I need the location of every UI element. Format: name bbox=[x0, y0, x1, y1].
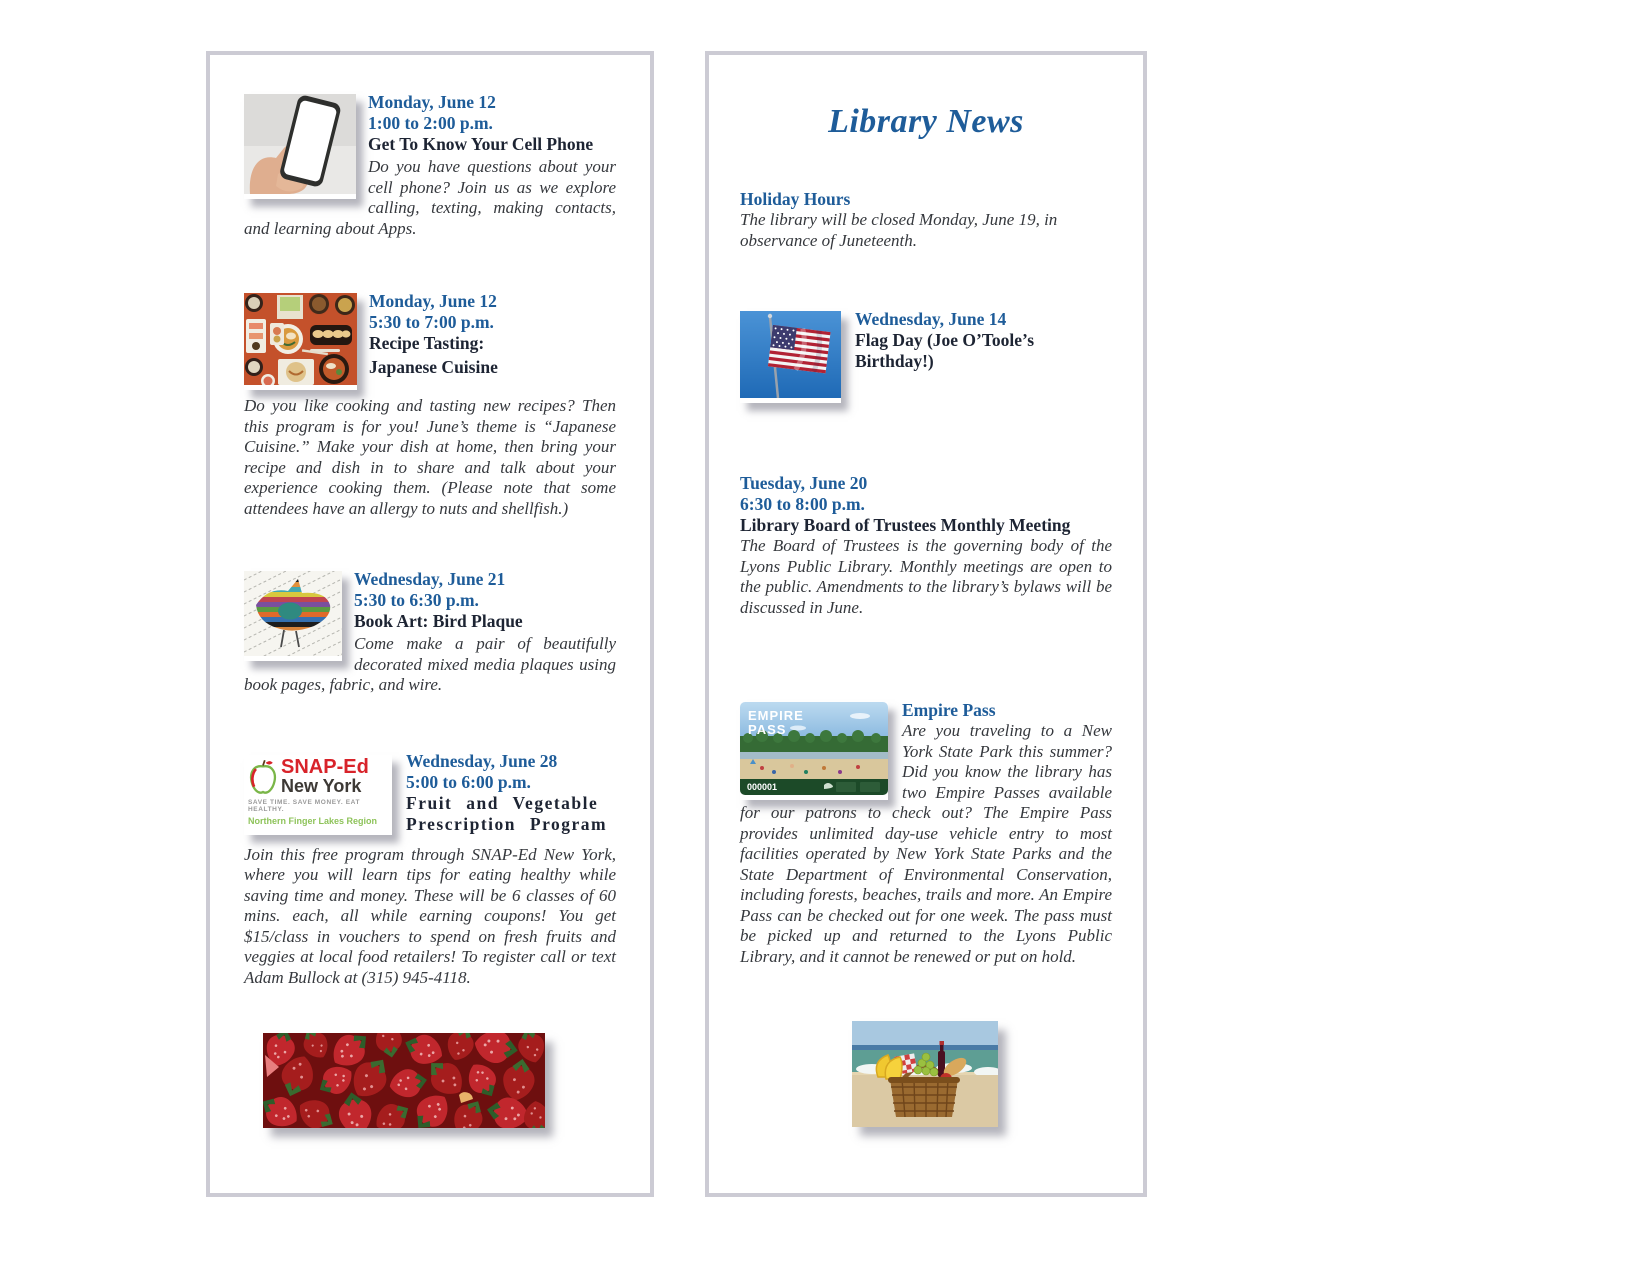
event-title: Get To Know Your Cell Phone bbox=[368, 134, 594, 154]
event-time: 5:30 to 6:30 p.m. bbox=[354, 590, 479, 610]
bird-plaque-image bbox=[244, 571, 342, 656]
event-title: Book Art: Bird Plaque bbox=[354, 611, 523, 631]
event-title: Fruit and Vegetable bbox=[406, 792, 599, 813]
event-date: Monday, June 12 bbox=[368, 92, 496, 112]
event-date: Tuesday, June 20 bbox=[740, 473, 868, 493]
snap-ed-logo bbox=[244, 755, 392, 835]
event-date: Wednesday, June 28 bbox=[406, 750, 558, 771]
empire-card-line2: PASS bbox=[748, 722, 787, 737]
cell-phone-photo bbox=[244, 94, 356, 199]
event-title-line2: Prescription Program bbox=[406, 813, 608, 834]
strawberries-image bbox=[263, 1033, 545, 1128]
section-body: The library will be closed Monday, June 19, in observance of Juneteenth. bbox=[740, 210, 1058, 250]
event-title: Flag Day (Joe O’Toole’s Birthday!) bbox=[855, 330, 1035, 371]
event-title: Recipe Tasting: bbox=[369, 333, 485, 353]
newsletter-right-page bbox=[705, 51, 1147, 1197]
empire-pass-card-photo bbox=[740, 702, 888, 800]
event-time: 1:00 to 2:00 p.m. bbox=[368, 113, 493, 133]
event-date: Wednesday, June 21 bbox=[354, 569, 506, 589]
event-description: Join this free program through SNAP-Ed New York, where you will learn tips for eating healthy while saving time and money. These will be 6 classes of 60 mins. each, all while earning coupons! You get $15/class in vouchers to spend on fresh fruits and veggies at local food retailers! To register call or text Adam Bullock at (315) 945-4118. bbox=[244, 844, 616, 987]
picnic-basket-photo bbox=[852, 1021, 998, 1127]
event-time: 6:30 to 8:00 p.m. bbox=[740, 494, 865, 514]
snap-logo-line1: SNAP-Ed bbox=[281, 756, 369, 778]
empire-card-line1: EMPIRE bbox=[748, 708, 804, 723]
snap-logo-region: Northern Finger Lakes Region bbox=[248, 815, 378, 826]
newsletter-left-page bbox=[206, 51, 654, 1197]
event-book-art bbox=[244, 569, 616, 696]
american-flag-image bbox=[740, 311, 841, 398]
snap-logo-tagline: SAVE TIME. SAVE MONEY. EAT HEALTHY. bbox=[248, 798, 361, 813]
event-description: Do you have questions about your cell phone? Join us as we explore calling, texting, making contacts, and learning about Apps. bbox=[244, 157, 616, 238]
page-title: Library News bbox=[828, 103, 1024, 140]
empire-pass-card-image bbox=[740, 702, 888, 795]
section-holiday-hours bbox=[740, 189, 1112, 251]
picnic-basket-image bbox=[852, 1021, 998, 1127]
event-date: Wednesday, June 14 bbox=[855, 309, 1007, 329]
apple-icon bbox=[248, 758, 278, 796]
cell-phone-in-hand-image bbox=[244, 94, 356, 194]
section-body: Are you traveling to a New York State Park this summer? Did you know the library has two Empire Passes available for our patrons to check out? The Empire Pass provides unlimited day-use vehicle entry to most facilities operated by New York State Parks and the State Department of Environmental Conservation, including forests, beaches, trails and more. An Empire Pass can be checked out for one week. The pass must be picked up and returned to the Lyons Public Library, and it cannot be renewed or put on hold. bbox=[740, 721, 1112, 966]
section-heading: Holiday Hours bbox=[740, 189, 851, 209]
section-body: The Board of Trustees is the governing body of the Lyons Public Library. Monthly meetings are open to the public. Amendments to the library’s bylaws will be discussed in June. bbox=[740, 536, 1112, 617]
japanese-food-image bbox=[244, 293, 357, 385]
event-description: Do you like cooking and tasting new recipes? Then this program is for you! June’s theme is “Japanese Cuisine.” Make your dish at home, then bring your recipe and dish in to share and talk about your experience cooking them. (Please note that some attendees have an allergy to nuts and shellfish.) bbox=[244, 396, 616, 518]
section-heading: Empire Pass bbox=[902, 700, 996, 720]
section-board-meeting bbox=[740, 473, 1112, 618]
strawberries-photo bbox=[263, 1033, 545, 1128]
event-snap-ed bbox=[244, 751, 616, 989]
event-description: Come make a pair of beautifully decorated mixed media plaques using book pages, fabric, and wire. bbox=[244, 634, 616, 694]
event-cell-phone bbox=[244, 92, 616, 239]
book-art-bird-plaque-photo bbox=[244, 571, 342, 661]
snap-logo-line2: New York bbox=[281, 776, 362, 796]
section-empire-pass bbox=[740, 700, 1112, 967]
event-time: 5:00 to 6:00 p.m. bbox=[406, 771, 531, 792]
event-title-line2: Japanese Cuisine bbox=[369, 357, 498, 377]
event-recipe-tasting bbox=[244, 291, 616, 519]
section-flag-day bbox=[740, 309, 1112, 409]
japanese-cuisine-photo bbox=[244, 293, 357, 390]
event-title: Library Board of Trustees Monthly Meeting bbox=[740, 515, 1071, 535]
event-time: 5:30 to 7:00 p.m. bbox=[369, 312, 494, 332]
empire-card-number: 000001 bbox=[747, 782, 778, 792]
flag-photo bbox=[740, 311, 841, 403]
event-date: Monday, June 12 bbox=[369, 291, 497, 311]
